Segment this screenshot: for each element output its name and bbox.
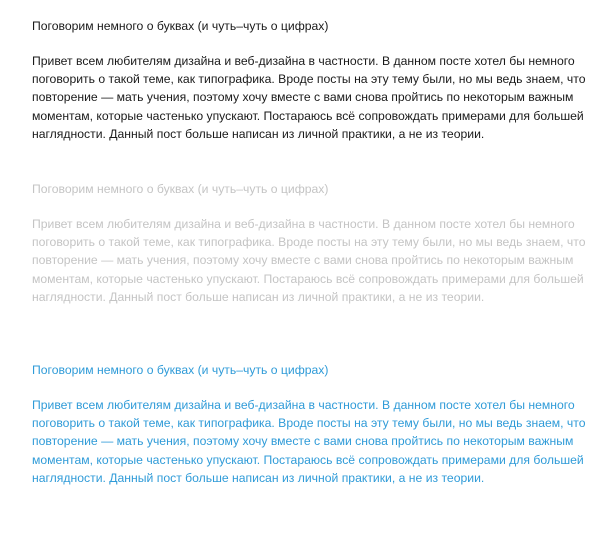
paragraph-line: моментам, которые частенько упускают. Постараюсь всё сопровождать примерами для большей [32, 271, 584, 286]
paragraph-line: моментам, которые частенько упускают. Постараюсь всё сопровождать примерами для большей [32, 452, 584, 467]
block-paragraph [32, 52, 586, 143]
block-title: Поговорим немного о буквах (и чуть–чуть о цифрах) [32, 363, 329, 377]
paragraph-line: наглядности. Данный пост больше написан из личной практики, а не из теории. [32, 126, 485, 141]
paragraph-line: наглядности. Данный пост больше написан из личной практики, а не из теории. [32, 470, 485, 485]
paragraph-line: повторение — мать учения, поэтому хочу вместе с вами снова пройтись по некоторым важным [32, 90, 574, 105]
text-block-dark [32, 18, 586, 143]
paragraph-line: повторение — мать учения, поэтому хочу вместе с вами снова пройтись по некоторым важным [32, 253, 574, 268]
block-paragraph [32, 215, 586, 306]
block-title: Поговорим немного о буквах (и чуть–чуть о цифрах) [32, 19, 329, 33]
paragraph-line: Привет всем любителям дизайна и веб-дизайна в частности. В данном посте хотел бы немного [32, 54, 575, 68]
paragraph-line: поговорить о такой теме, как типографика. Вроде посты на эту тему были, но мы ведь знаем, что [32, 416, 586, 431]
paragraph-line: Привет всем любителям дизайна и веб-дизайна в частности. В данном посте хотел бы немного [32, 217, 575, 231]
paragraph-line: поговорить о такой теме, как типографика. Вроде посты на эту тему были, но мы ведь знаем, что [32, 235, 586, 250]
text-block-blue [32, 362, 586, 487]
block-paragraph [32, 396, 586, 487]
text-block-light [32, 181, 586, 306]
paragraph-line: поговорить о такой теме, как типографика. Вроде посты на эту тему были, но мы ведь знаем, что [32, 72, 586, 87]
paragraph-line: Привет всем любителям дизайна и веб-дизайна в частности. В данном посте хотел бы немного [32, 398, 575, 412]
paragraph-line: повторение — мать учения, поэтому хочу вместе с вами снова пройтись по некоторым важным [32, 434, 574, 449]
block-title: Поговорим немного о буквах (и чуть–чуть о цифрах) [32, 182, 329, 196]
paragraph-line: моментам, которые частенько упускают. Постараюсь всё сопровождать примерами для большей [32, 108, 584, 123]
paragraph-line: наглядности. Данный пост больше написан из личной практики, а не из теории. [32, 289, 485, 304]
